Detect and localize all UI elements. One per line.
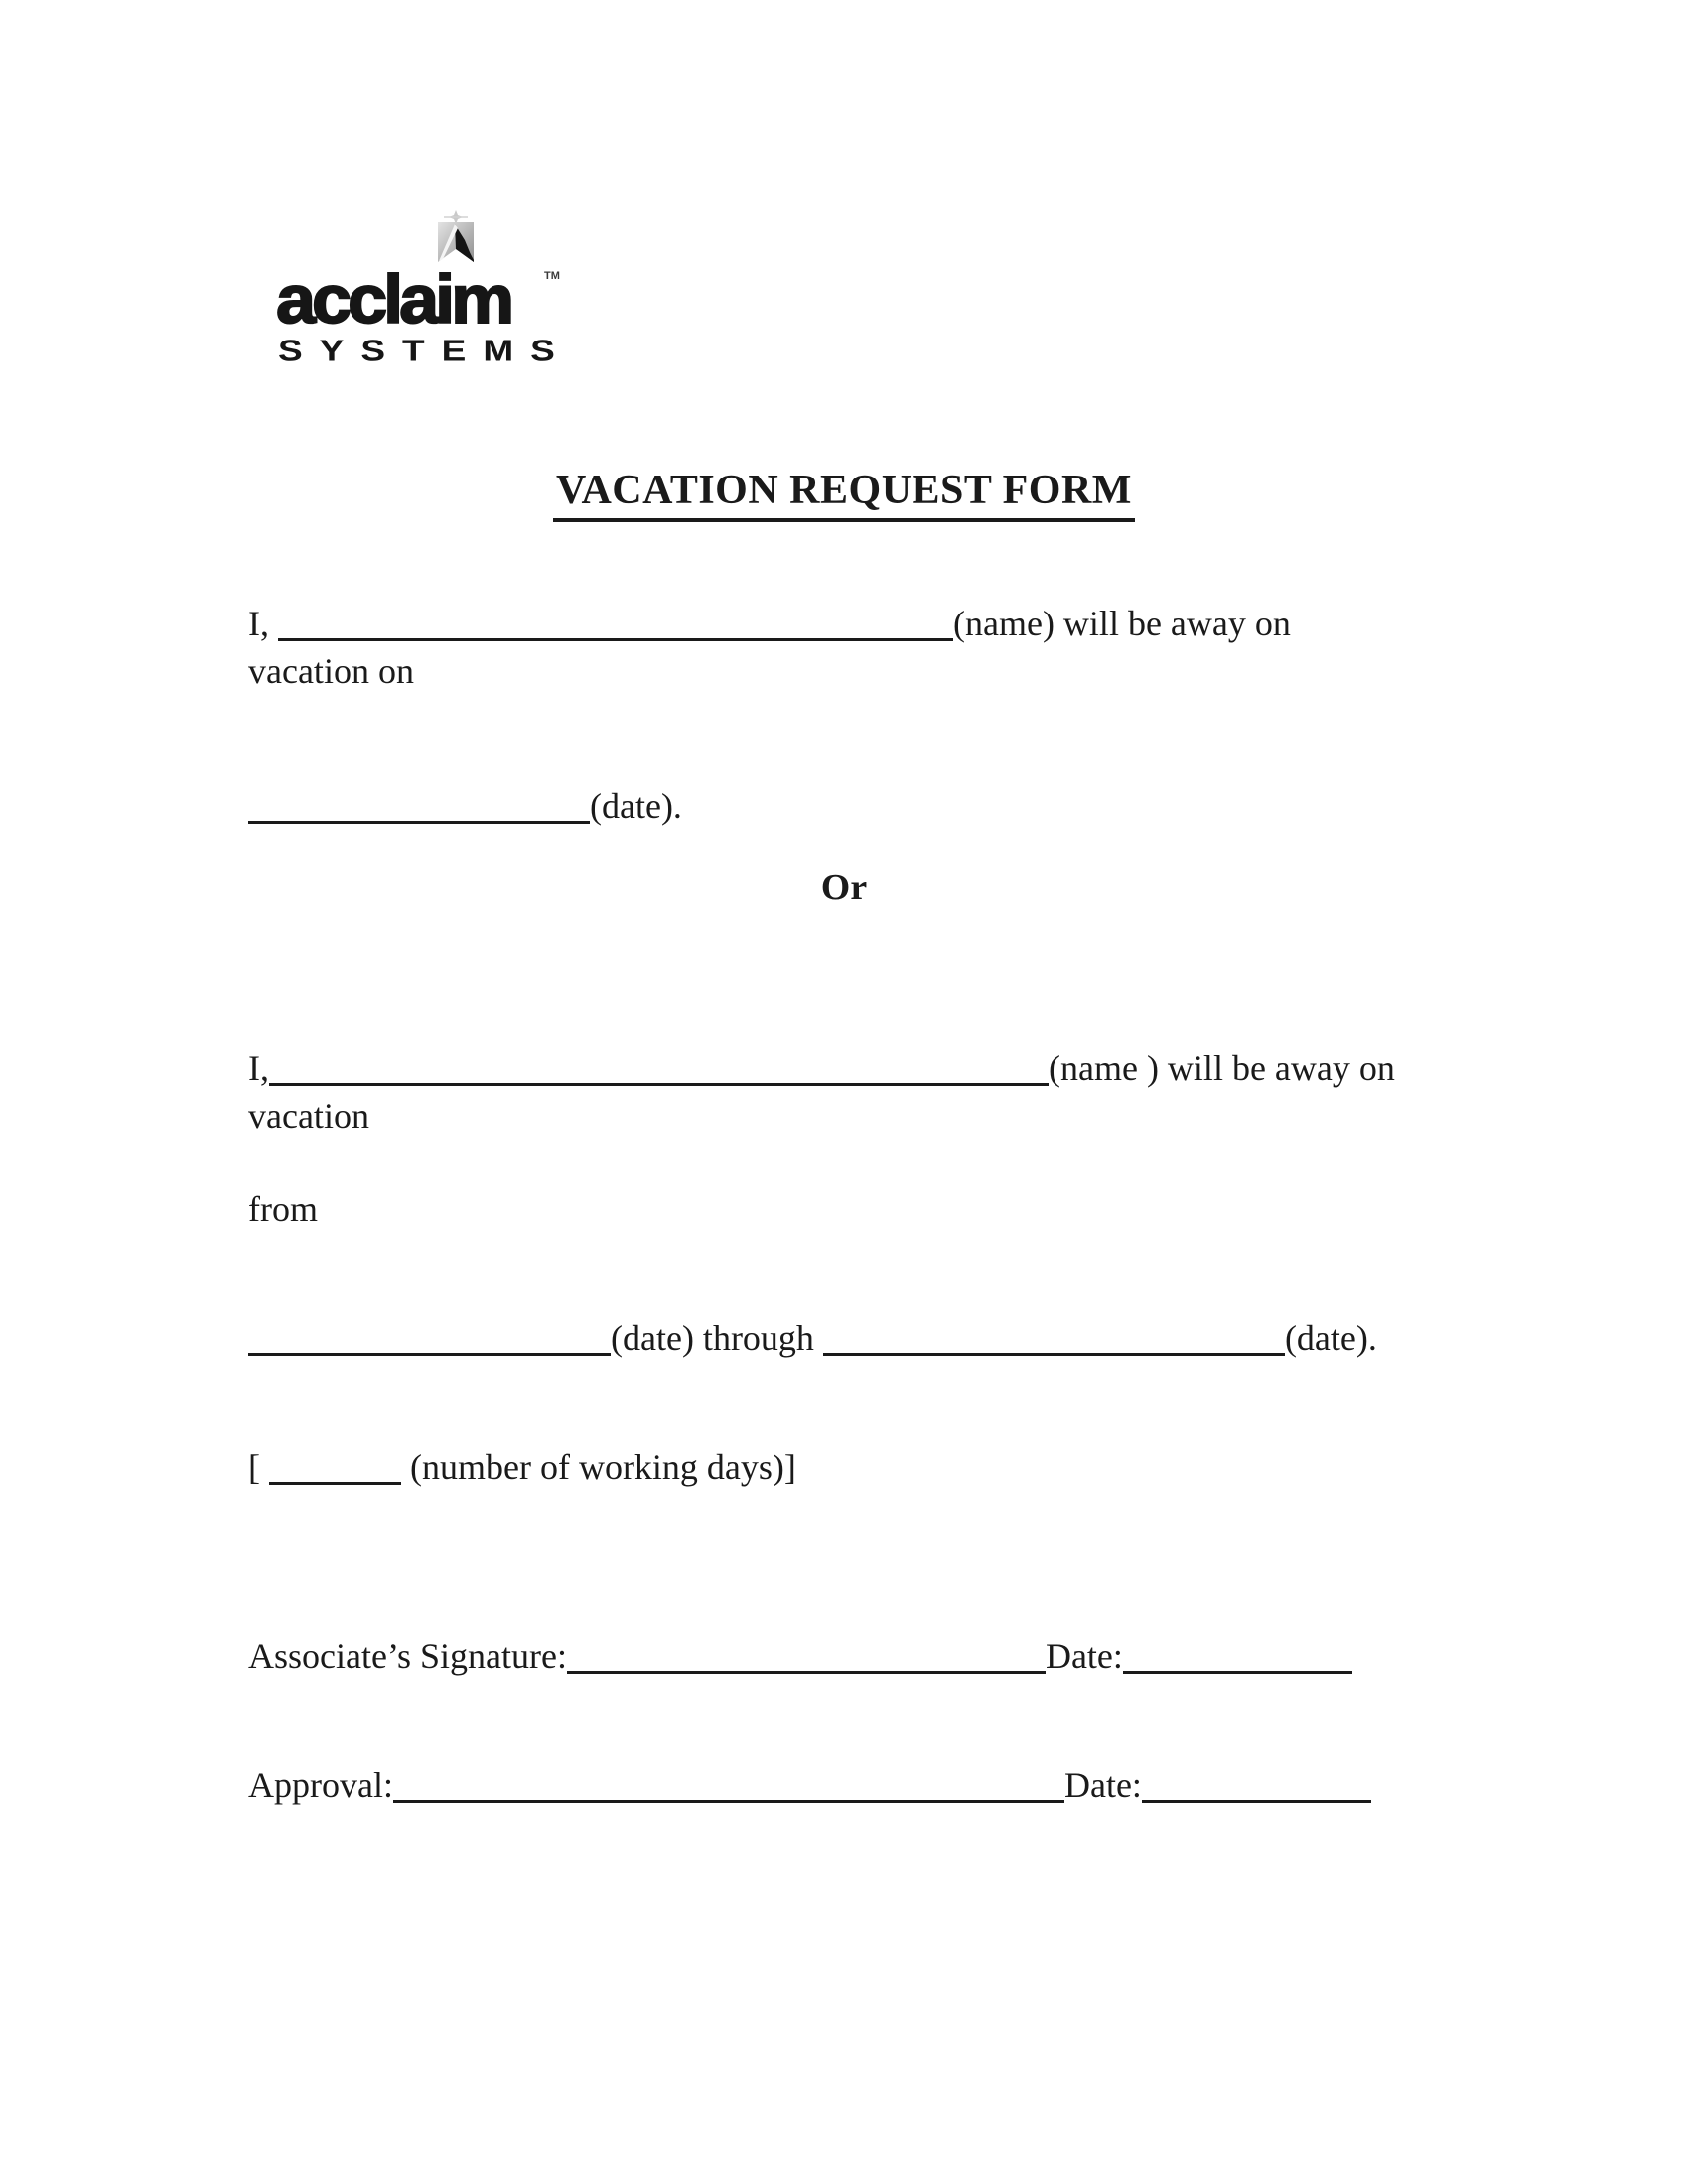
acclaim-systems-logo xyxy=(276,210,574,379)
option1-name-blank[interactable] xyxy=(278,638,953,641)
signature-date-blank[interactable] xyxy=(1123,1671,1352,1674)
logo-trademark: TM xyxy=(544,270,560,282)
approval-line xyxy=(248,1761,1440,1809)
option2-suffix: (name ) will be away on xyxy=(1049,1048,1395,1088)
associate-signature-label: Associate’s Signature: xyxy=(248,1636,567,1676)
option1-date-label: (date). xyxy=(590,786,682,826)
option1-name-line xyxy=(248,600,1440,695)
or-label: Or xyxy=(820,867,868,908)
logo-brand-text: acclaim xyxy=(276,262,511,339)
bracket-open: [ xyxy=(248,1447,260,1487)
option1-prefix: I, xyxy=(248,604,269,643)
option1-date-line xyxy=(248,782,1440,830)
approval-blank[interactable] xyxy=(393,1800,1064,1803)
working-days-blank[interactable] xyxy=(269,1482,401,1485)
or-divider xyxy=(248,866,1440,909)
from-label: from xyxy=(248,1189,318,1229)
date-through-label: (date) through xyxy=(611,1318,814,1358)
option2-name-line xyxy=(248,1044,1440,1140)
approval-date-label: Date: xyxy=(1063,1765,1142,1805)
page-title: VACATION REQUEST FORM xyxy=(553,467,1135,522)
option1-line2: vacation on xyxy=(248,651,414,691)
end-date-label: (date). xyxy=(1284,1318,1377,1358)
approval-label: Approval: xyxy=(248,1765,393,1805)
option2-date-range-line xyxy=(248,1314,1440,1362)
option2-prefix: I, xyxy=(248,1048,269,1088)
associate-signature-blank[interactable] xyxy=(567,1671,1046,1674)
associate-signature-line xyxy=(248,1632,1440,1680)
option1-date-blank[interactable] xyxy=(248,821,590,824)
approval-date-blank[interactable] xyxy=(1142,1800,1371,1803)
pennant-flag-icon xyxy=(435,210,477,264)
option2-from-line xyxy=(248,1185,1440,1233)
end-date-blank[interactable] xyxy=(823,1353,1285,1356)
start-date-blank[interactable] xyxy=(248,1353,611,1356)
signature-date-label: Date: xyxy=(1045,1636,1123,1676)
option1-suffix: (name) will be away on xyxy=(953,604,1291,643)
logo-subtext: SYSTEMS xyxy=(278,334,572,367)
option2-name-blank[interactable] xyxy=(269,1083,1049,1086)
working-days-line xyxy=(248,1443,1440,1491)
option2-line2: vacation xyxy=(248,1096,369,1136)
working-days-label: (number of working days)] xyxy=(410,1447,796,1487)
